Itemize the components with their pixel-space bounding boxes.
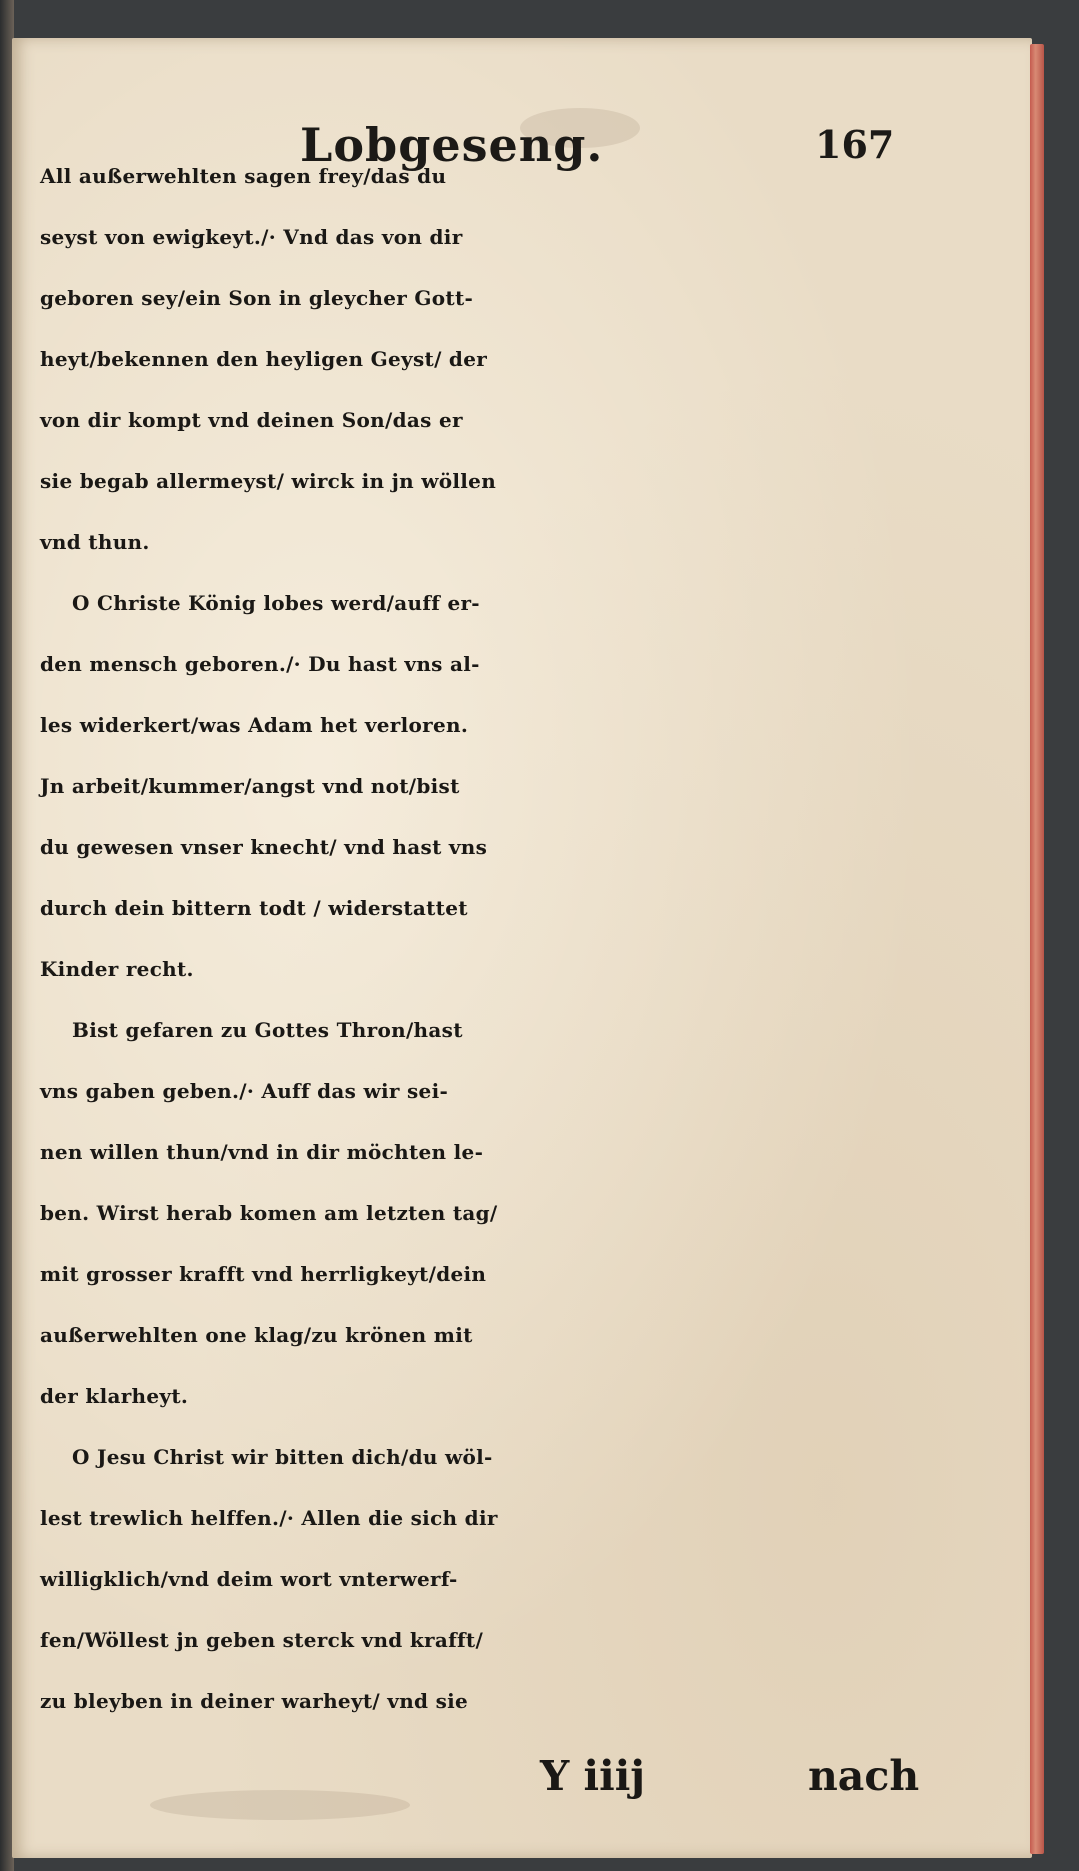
text-line: ben. Wirst herab komen am letzten tag/ bbox=[40, 1201, 498, 1225]
text-line: vnd thun. bbox=[40, 530, 150, 554]
paper-stain bbox=[150, 1790, 410, 1820]
text-line: zu bleyben in deiner warheyt/ vnd sie bbox=[40, 1689, 469, 1713]
text-line: O Christe König lobes werd/auff er- bbox=[72, 591, 480, 615]
text-line: du gewesen vnser knecht/ vnd hast vns bbox=[40, 835, 488, 859]
text-line: lest trewlich helffen./· Allen die sich dir bbox=[40, 1506, 498, 1530]
text-line: sie begab allermeyst/ wirck in jn wöllen bbox=[40, 469, 497, 493]
text-line: Jn arbeit/kummer/angst vnd not/bist bbox=[40, 774, 460, 798]
text-line: Bist gefaren zu Gottes Thron/hast bbox=[72, 1018, 463, 1042]
text-line: O Jesu Christ wir bitten dich/du wöl- bbox=[72, 1445, 493, 1469]
catchword: nach bbox=[808, 1752, 920, 1800]
text-line: fen/Wöllest jn geben sterck vnd krafft/ bbox=[40, 1628, 484, 1652]
text-line: den mensch geboren./· Du hast vns al- bbox=[40, 652, 480, 676]
text-line: durch dein bittern todt / widerstattet bbox=[40, 896, 468, 920]
running-title: Lobgeseng. bbox=[300, 118, 604, 172]
text-line: geboren sey/ein Son in gleycher Gott- bbox=[40, 286, 474, 310]
text-line: willigklich/vnd deim wort vnterwerf- bbox=[40, 1567, 458, 1591]
text-line: nen willen thun/vnd in dir möchten le- bbox=[40, 1140, 484, 1164]
signature-mark: Y iiij bbox=[540, 1752, 646, 1800]
text-line: mit grosser krafft vnd herrligkeyt/dein bbox=[40, 1262, 487, 1286]
text-line: außerwehlten one klag/zu krönen mit bbox=[40, 1323, 473, 1347]
red-page-edge bbox=[1030, 44, 1044, 1854]
text-line: les widerkert/was Adam het verloren. bbox=[40, 713, 469, 737]
text-line: vns gaben geben./· Auff das wir sei- bbox=[40, 1079, 449, 1103]
page-number: 167 bbox=[815, 122, 895, 167]
text-line: All außerwehlten sagen frey/das du bbox=[40, 164, 447, 188]
text-line: heyt/bekennen den heyligen Geyst/ der bbox=[40, 347, 488, 371]
text-line: von dir kompt vnd deinen Son/das er bbox=[40, 408, 463, 432]
text-line: der klarheyt. bbox=[40, 1384, 189, 1408]
text-line: seyst von ewigkeyt./· Vnd das von dir bbox=[40, 225, 463, 249]
text-line: Kinder recht. bbox=[40, 957, 194, 981]
